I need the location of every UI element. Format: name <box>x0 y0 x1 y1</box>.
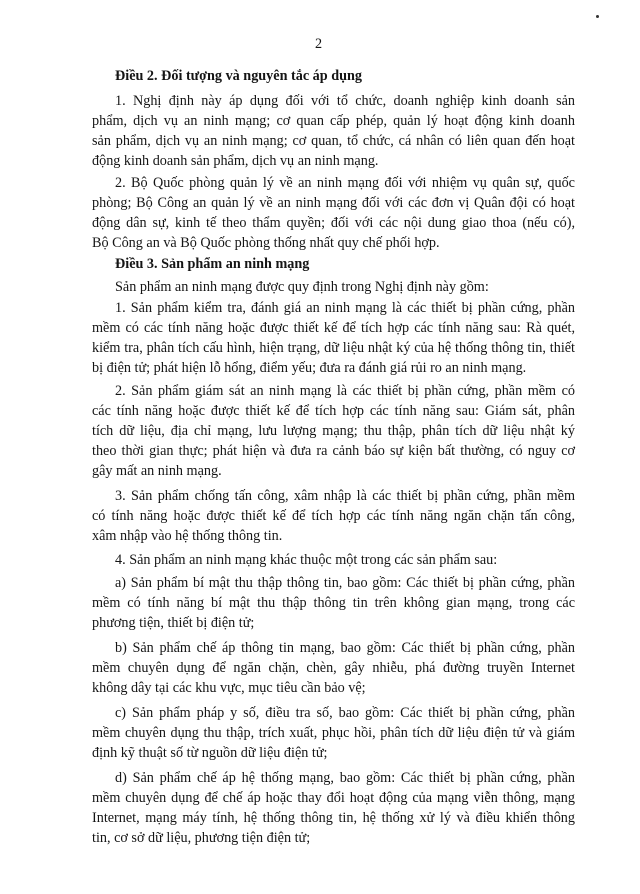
paragraph-line: 2. Sản phẩm giám sát an ninh mạng là các thiết bị phần cứng, phần mềm có <box>115 383 575 399</box>
paragraph-line: không dây tại các khu vực, mục tiêu cần bảo vệ; <box>92 680 366 696</box>
paragraph-line: b) Sản phẩm chế áp thông tin mạng, bao gồm: Các thiết bị phần cứng, phần <box>115 640 575 656</box>
paragraph-line: phòng; Bộ Công an quản lý về an ninh mạng đối với các đơn vị Quân đội có hoạt <box>92 195 575 211</box>
article-2-heading: Điều 2. Đối tượng và nguyên tắc áp dụng <box>115 68 362 84</box>
article-3-intro: Sản phẩm an ninh mạng được quy định trong Nghị định này gồm: <box>115 279 489 295</box>
paragraph-line: 2. Bộ Quốc phòng quản lý về an ninh mạng đối với nhiệm vụ quân sự, quốc <box>115 175 575 191</box>
paragraph-line: mềm chuyên dụng thu thập, trích xuất, phục hồi, phân tích dữ liệu điện tử và giám <box>92 725 575 741</box>
paragraph-line: mềm có tính năng bí mật thu thập thông tin trên không gian mạng, trong các <box>92 595 575 611</box>
paragraph-line: các tính năng hoặc được thiết kế để tích hợp các tính năng sau: Giám sát, phân <box>92 403 575 419</box>
paragraph-line: c) Sản phẩm pháp y số, điều tra số, bao gồm: Các thiết bị phần cứng, phần <box>115 705 575 721</box>
paragraph-line: tin, cơ sở dữ liệu, phương tiện điện tử; <box>92 830 311 846</box>
paragraph-line: động kinh doanh sản phẩm, dịch vụ an ninh mạng. <box>92 153 379 169</box>
paragraph-line: sản phẩm, dịch vụ an ninh mạng; cơ quan, tổ chức, cá nhân có liên quan đến hoạt <box>92 133 575 149</box>
paragraph-line: tích dữ liệu, địa chỉ mạng, lưu lượng mạng; thu thập, phân tích dữ liệu nhật ký <box>92 423 575 439</box>
paragraph-line: mềm có các tính năng hoặc được thiết kế để tích hợp các tính năng sau: Rà quét, <box>92 320 575 336</box>
paragraph-line: Bộ Công an và Bộ Quốc phòng thống nhất quy chế phối hợp. <box>92 235 440 251</box>
paragraph-line: a) Sản phẩm bí mật thu thập thông tin, bao gồm: Các thiết bị phần cứng, phần <box>115 575 575 591</box>
paragraph-line: phẩm, dịch vụ an ninh mạng; cơ quan cấp phép, quản lý hoạt động kinh doanh <box>92 113 575 129</box>
paragraph-line: xâm nhập vào hệ thống thông tin. <box>92 528 283 544</box>
paragraph-line: theo thời gian thực; phát hiện và đưa ra cảnh báo sự kiện bất thường, có nguy cơ <box>92 443 575 459</box>
article-3-heading: Điều 3. Sản phẩm an ninh mạng <box>115 256 310 272</box>
paragraph-line: bị điện tử; phát hiện lỗ hổng, điểm yếu; đưa ra đánh giá rủi ro an ninh mạng. <box>92 360 527 376</box>
paragraph-line: định kỹ thuật số từ nguồn dữ liệu điện tử; <box>92 745 328 761</box>
paragraph-line: động dân sự, kinh tế theo thẩm quyền; đối với các nội dung giao thoa (nếu có), <box>92 215 575 231</box>
page-number: 2 <box>315 36 323 52</box>
paragraph-line: 1. Sản phẩm kiểm tra, đánh giá an ninh mạng là các thiết bị phần cứng, phần <box>115 300 575 316</box>
article-3-paragraph-4: 4. Sản phẩm an ninh mạng khác thuộc một trong các sản phẩm sau: <box>115 552 498 568</box>
paragraph-line: mềm chuyên dụng để chế áp hoặc thay đổi hoạt động của mạng viễn thông, mạng <box>92 790 575 806</box>
scan-speck <box>596 15 599 18</box>
paragraph-line: phương tiện, thiết bị điện tử; <box>92 615 255 631</box>
paragraph-line: có tính năng hoặc được thiết kế để tích hợp các tính năng ngăn chặn tấn công, <box>92 508 575 524</box>
paragraph-line: kiểm tra, phân tích cấu hình, hiện trạng, dữ liệu nhật ký của hệ thống thông tin, thiết <box>92 340 575 356</box>
paragraph-line: mềm chuyên dụng để ngăn chặn, chèn, gây nhiễu, phá đường truyền Internet <box>92 660 575 676</box>
paragraph-line: gây mất an ninh mạng. <box>92 463 222 479</box>
paragraph-line: 1. Nghị định này áp dụng đối với tổ chức, doanh nghiệp kinh doanh sản <box>115 93 575 109</box>
paragraph-line: 3. Sản phẩm chống tấn công, xâm nhập là các thiết bị phần cứng, phần mềm <box>115 488 575 504</box>
paragraph-line: Internet, mạng máy tính, hệ thống thông tin, hệ thống xử lý và điều khiển thông <box>92 810 575 826</box>
paragraph-line: d) Sản phẩm chế áp hệ thống mạng, bao gồm: Các thiết bị phần cứng, phần <box>115 770 575 786</box>
